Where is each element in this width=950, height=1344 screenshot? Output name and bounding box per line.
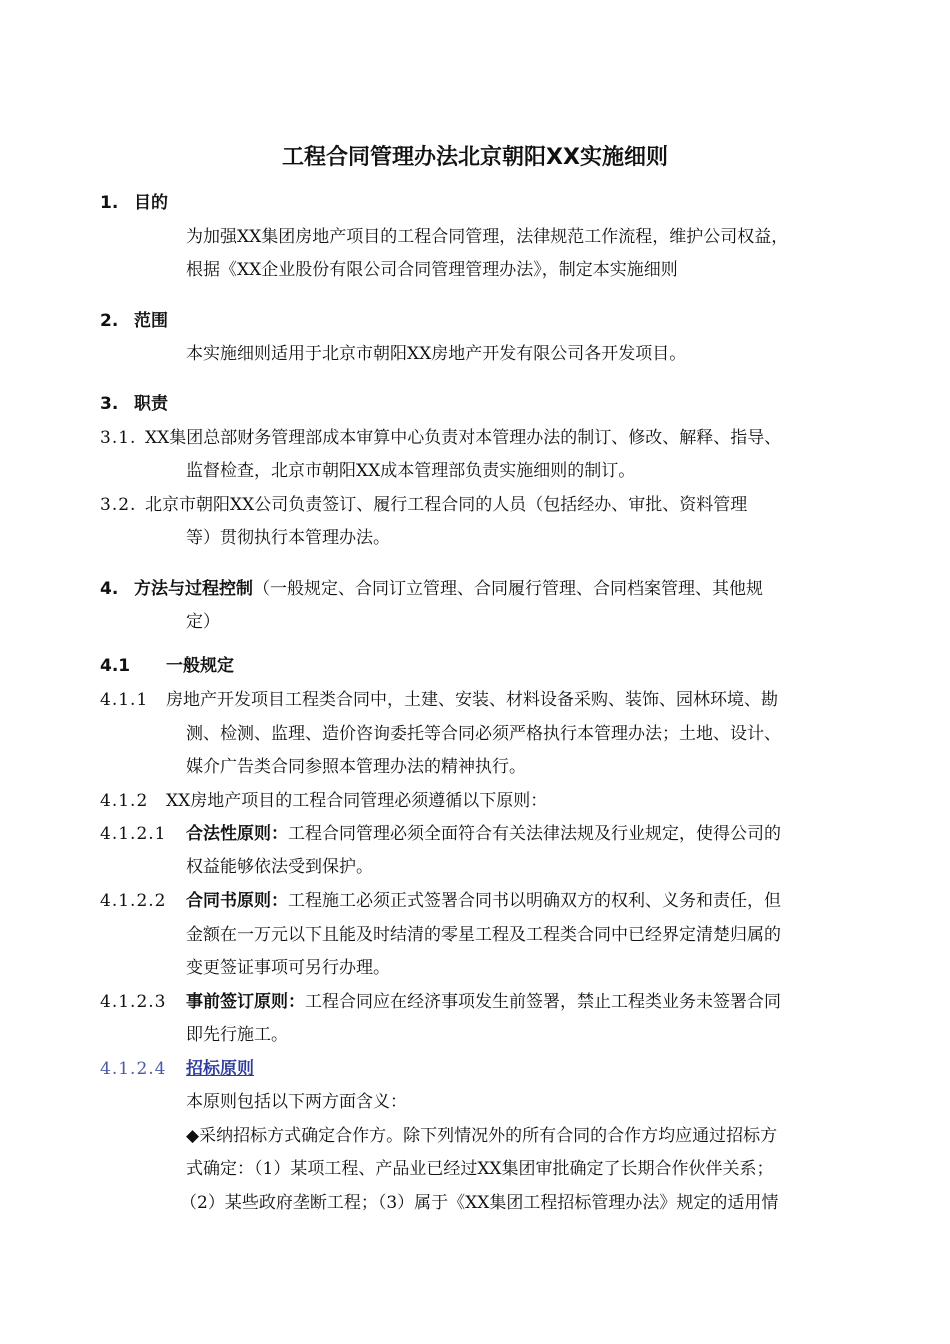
section-4-1-number: 4.1: [100, 656, 131, 676]
clause-4-1-2-4-line-1: 本原则包括以下两方面含义：: [186, 1092, 407, 1112]
clause-4-1-2-4-line-2: ◆采纳招标方式确定合作方。除下列情况外的所有合同的合作方均应通过招标方: [186, 1126, 778, 1146]
section-2-para-line-1: 本实施细则适用于北京市朝阳XX房地产开发有限公司各开发项目。: [186, 344, 687, 364]
document-title: 工程合同管理办法北京朝阳XX实施细则: [282, 145, 668, 170]
clause-4-1-2-1-text: 工程合同管理必须全面符合有关法律法规及行业规定，使得公司的: [288, 824, 781, 844]
section-1-para-line-2: 根据《XX企业股份有限公司合同管理管理办法》，制定本实施细则: [186, 260, 678, 280]
clause-4-1-2-1-label: 合法性原则：: [186, 824, 288, 844]
clause-4-1-1-line-2: 测、检测、监理、造价咨询委托等合同必须严格执行本管理办法；土地、设计、: [186, 724, 781, 744]
clause-4-1-2-1-line-1: [186, 823, 781, 845]
clause-4-1-2-2-label: 合同书原则：: [186, 891, 288, 911]
clause-4-1-2-3-number: 4.1.2.3: [100, 992, 167, 1012]
section-2-number: 2.: [100, 311, 119, 331]
section-4-scope: （一般规定、合同订立管理、合同履行管理、合同档案管理、其他规: [253, 579, 763, 599]
clause-4-1-2-3-line-2: 即先行施工。: [186, 1025, 288, 1045]
section-4-line-2: 定）: [186, 612, 220, 632]
item-3-1-line-2: 监督检查，北京市朝阳XX成本管理部负责实施细则的制订。: [186, 461, 636, 481]
section-4-line-1: [134, 578, 763, 600]
item-3-2-number: 3.2.: [100, 495, 137, 515]
clause-4-1-2-1-number: 4.1.2.1: [100, 824, 167, 844]
clause-4-1-2-3-label: 事前签订原则：: [186, 992, 305, 1012]
clause-4-1-2-4-line-3: 式确定：（1）某项工程、产品业已经过XX集团审批确定了长期合作伙伴关系；: [186, 1159, 774, 1179]
section-3-number: 3.: [100, 394, 119, 414]
section-4-number: 4.: [100, 579, 119, 599]
clause-4-1-2-4-number: 4.1.2.4: [100, 1059, 167, 1079]
section-4-1-heading: 一般规定: [166, 656, 234, 676]
clause-4-1-2-2-line-1: [186, 890, 781, 912]
clause-4-1-1-number: 4.1.1: [100, 690, 149, 710]
section-1-number: 1.: [100, 193, 119, 213]
clause-4-1-2-3-line-1: [186, 991, 781, 1013]
clause-4-1-2-line-1: XX房地产项目的工程合同管理必须遵循以下原则：: [166, 791, 548, 811]
clause-4-1-2-3-text: 工程合同应在经济事项发生前签署，禁止工程类业务未签署合同: [305, 992, 781, 1012]
clause-4-1-1-line-1: 房地产开发项目工程类合同中，土建、安装、材料设备采购、装饰、园林环境、勘: [166, 690, 778, 710]
item-3-1-number: 3.1.: [100, 428, 137, 448]
section-3-heading: 职责: [134, 394, 168, 414]
clause-4-1-2-2-number: 4.1.2.2: [100, 891, 167, 911]
section-1-para-line-1: 为加强XX集团房地产项目的工程合同管理，法律规范工作流程，维护公司权益，: [186, 227, 789, 247]
section-4-heading: 方法与过程控制: [134, 579, 253, 599]
clause-4-1-2-4-line-4: （2）某些政府垄断工程；（3）属于《XX集团工程招标管理办法》规定的适用情: [180, 1193, 779, 1213]
clause-4-1-2-2-line-3: 变更签证事项可另行办理。: [186, 958, 390, 978]
clause-4-1-2-2-line-2: 金额在一万元以下且能及时结清的零星工程及工程类合同中已经界定清楚归属的: [186, 925, 781, 945]
section-2-heading: 范围: [134, 311, 168, 331]
bidding-principle-link[interactable]: 招标原则: [186, 1059, 254, 1079]
section-1-heading: 目的: [134, 193, 168, 213]
clause-4-1-1-line-3: 媒介广告类合同参照本管理办法的精神执行。: [186, 757, 526, 777]
item-3-2-line-2: 等）贯彻执行本管理办法。: [186, 528, 390, 548]
clause-4-1-2-1-line-2: 权益能够依法受到保护。: [186, 857, 373, 877]
item-3-2-line-1: 北京市朝阳XX公司负责签订、履行工程合同的人员（包括经办、审批、资料管理: [145, 495, 748, 515]
clause-4-1-2-number: 4.1.2: [100, 791, 149, 811]
clause-4-1-2-2-text: 工程施工必须正式签署合同书以明确双方的权利、义务和责任，但: [288, 891, 781, 911]
item-3-1-line-1: XX集团总部财务管理部成本审算中心负责对本管理办法的制订、修改、解释、指导、: [145, 428, 782, 448]
